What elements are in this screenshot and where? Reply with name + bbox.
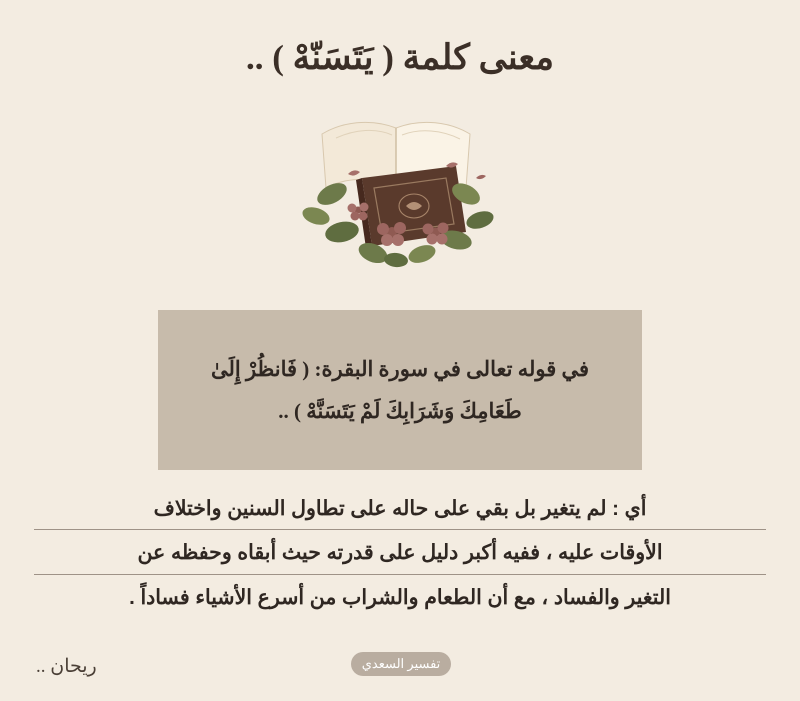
explanation-line: التغير والفساد ، مع أن الطعام والشراب من أسرع الأشياء فساداً . xyxy=(129,585,671,609)
source-badge: تفسير السعدي xyxy=(351,652,451,676)
explanation-block xyxy=(34,492,766,624)
verse-line-2: طَعَامِكَ وَشَرَابِكَ لَمْ يَتَسَنَّهْ ) .. xyxy=(278,399,522,423)
page-title: معنى كلمة ( يَتَسَنّهْ ) .. xyxy=(245,38,555,77)
open-book-with-flowers-illustration xyxy=(270,82,530,272)
explanation-line: أي : لم يتغير بل بقي على حاله على تطاول السنين واختلاف xyxy=(34,492,766,530)
explanation-line: الأوقات عليه ، ففيه أكبر دليل على قدرته حيث أبقاه وحفظه عن xyxy=(34,536,766,574)
signature-text: ريحان .. xyxy=(36,656,97,677)
verse-line-1: في قوله تعالى في سورة البقرة: ( فَانظُرْ إِلَىٰ xyxy=(210,357,590,381)
verse-box xyxy=(158,310,642,470)
verse-text xyxy=(211,348,589,432)
